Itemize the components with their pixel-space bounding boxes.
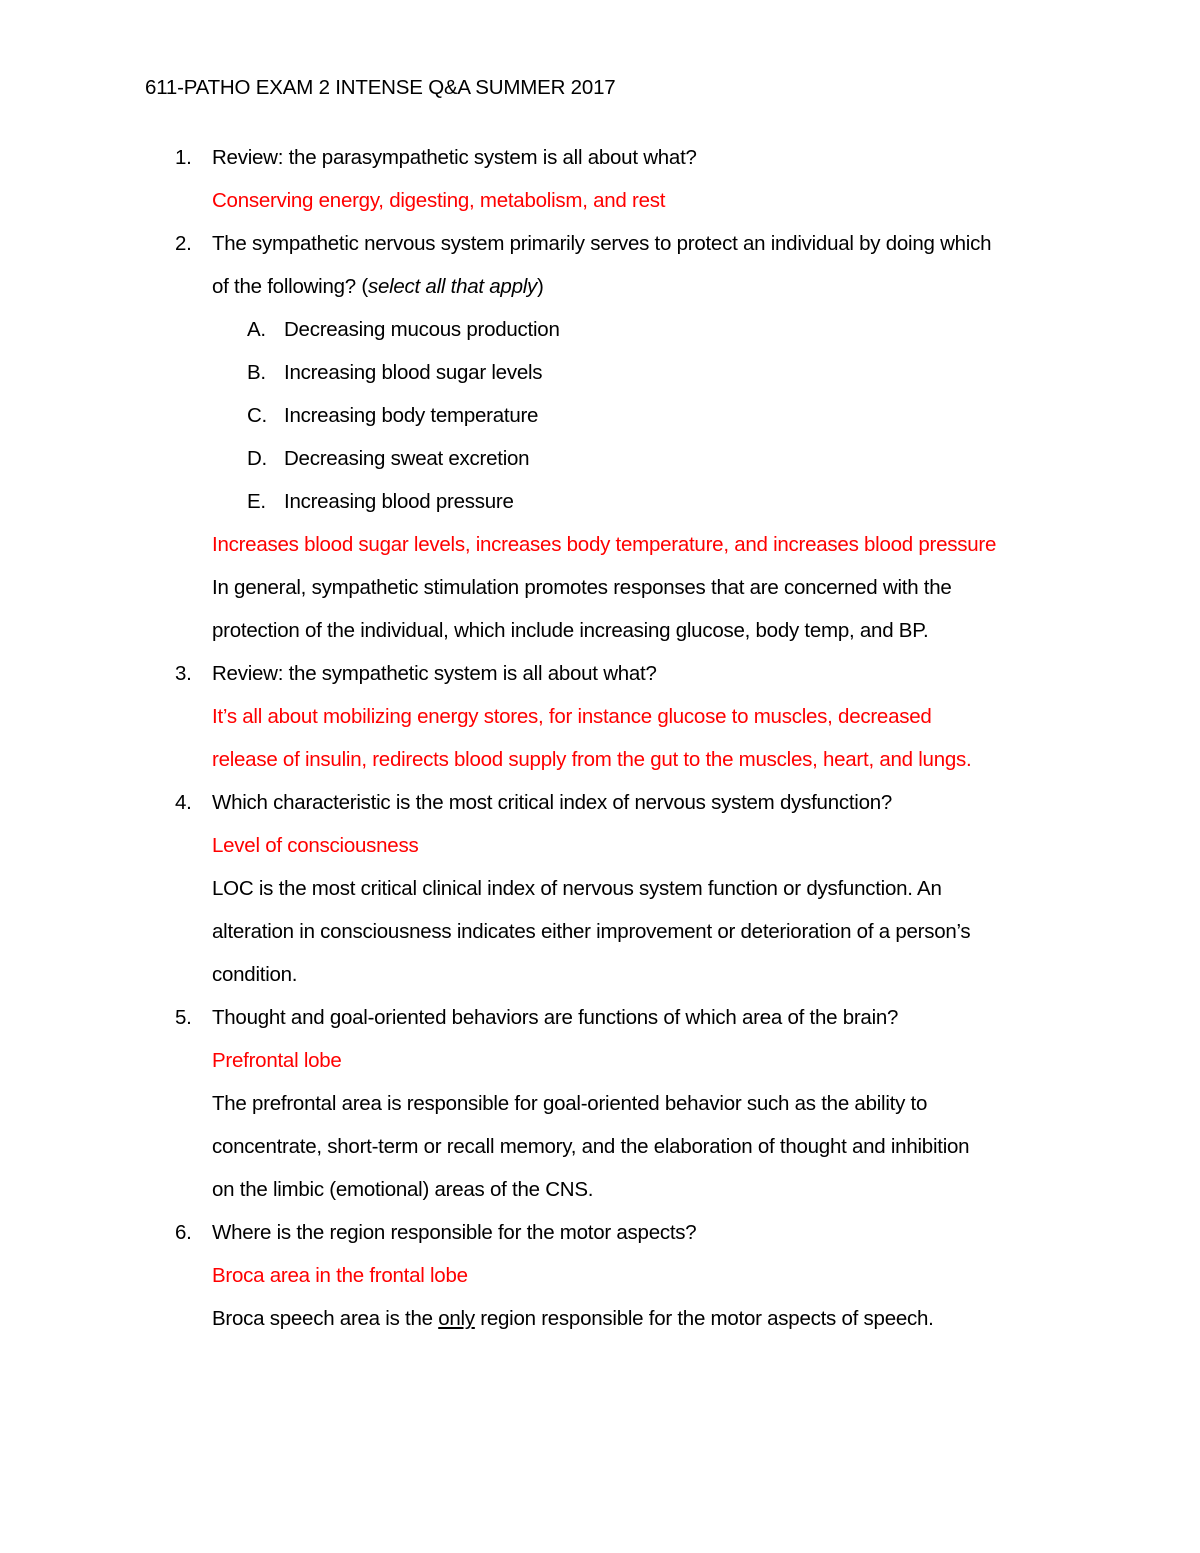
answer-text: Broca area in the frontal lobe [212,1264,468,1287]
question-list [0,143,1200,1347]
option-text: Increasing blood pressure [284,490,514,513]
rationale-text: The prefrontal area is responsible for goal-oriented behavior such as the ability to [212,1092,928,1115]
option-d [0,444,1200,487]
answer-text: Increases blood sugar levels, increases body temperature, and increases blood pressure [212,533,997,556]
rationale-4-continued [0,917,1200,960]
answer-text: Level of consciousness [212,834,419,857]
answer-text: Conserving energy, digesting, metabolism, and rest [212,189,666,212]
answer-2 [0,530,1200,573]
question-2 [0,229,1200,272]
option-c [0,401,1200,444]
question-1 [0,143,1200,186]
question-number: 6. [175,1221,192,1244]
rationale-text [212,1304,934,1334]
answer-4 [0,831,1200,874]
option-letter: C. [247,404,267,427]
rationale-5 [0,1089,1200,1132]
document-title: 611-PATHO EXAM 2 INTENSE Q&A SUMMER 2017 [145,76,616,99]
rationale-text: In general, sympathetic stimulation promotes responses that are concerned with the [212,576,952,599]
rationale-2-continued [0,616,1200,659]
question-text: The sympathetic nervous system primarily serves to protect an individual by doing which [212,232,992,255]
option-letter: A. [247,318,266,341]
rationale-5-continued [0,1132,1200,1175]
option-text: Decreasing mucous production [284,318,560,341]
rationale-text: protection of the individual, which include increasing glucose, body temp, and BP. [212,619,929,642]
question-5 [0,1003,1200,1046]
question-3 [0,659,1200,702]
question-6 [0,1218,1200,1261]
rationale-text: on the limbic (emotional) areas of the CNS. [212,1178,594,1201]
option-text: Increasing blood sugar levels [284,361,543,384]
rationale-text: condition. [212,963,298,986]
answer-6 [0,1261,1200,1304]
option-letter: B. [247,361,266,384]
question-text: Review: the sympathetic system is all about what? [212,662,657,685]
question-text: Review: the parasympathetic system is all about what? [212,146,697,169]
option-letter: D. [247,447,267,470]
question-text-part: ) [537,275,544,298]
answer-text: Prefrontal lobe [212,1049,342,1072]
rationale-text-part: region responsible for the motor aspects of speech. [474,1307,934,1330]
rationale-4 [0,874,1200,917]
option-b [0,358,1200,401]
option-a [0,315,1200,358]
question-4 [0,788,1200,831]
question-text: Which characteristic is the most critical index of nervous system dysfunction? [212,791,893,814]
rationale-5-end [0,1175,1200,1218]
option-text: Increasing body temperature [284,404,539,427]
rationale-text: concentrate, short-term or recall memory, and the elaboration of thought and inhibition [212,1135,970,1158]
answer-3 [0,702,1200,745]
answer-text: It’s all about mobilizing energy stores, for instance glucose to muscles, decreased [212,705,932,728]
option-e [0,487,1200,530]
question-text-continued [212,272,544,302]
answer-5 [0,1046,1200,1089]
question-number: 5. [175,1006,192,1029]
rationale-text: alteration in consciousness indicates either improvement or deterioration of a person’s [212,920,971,943]
question-text-part: of the following? ( [212,275,368,298]
question-number: 1. [175,146,192,169]
question-instruction: select all that apply [367,275,538,298]
question-number: 4. [175,791,192,814]
emphasis-underlined: only [438,1307,475,1330]
rationale-6 [0,1304,1200,1347]
answer-1 [0,186,1200,229]
rationale-text-part: Broca speech area is the [212,1307,439,1330]
answer-3-continued [0,745,1200,788]
rationale-text: LOC is the most critical clinical index of nervous system function or dysfunction. An [212,877,942,900]
question-text: Thought and goal-oriented behaviors are functions of which area of the brain? [212,1006,899,1029]
question-number: 3. [175,662,192,685]
rationale-2 [0,573,1200,616]
rationale-4-end [0,960,1200,1003]
option-text: Decreasing sweat excretion [284,447,530,470]
answer-text: release of insulin, redirects blood supply from the gut to the muscles, heart, and lungs. [212,748,972,771]
option-letter: E. [247,490,266,513]
question-text: Where is the region responsible for the motor aspects? [212,1221,697,1244]
question-number: 2. [175,232,192,255]
question-2-continued [0,272,1200,315]
